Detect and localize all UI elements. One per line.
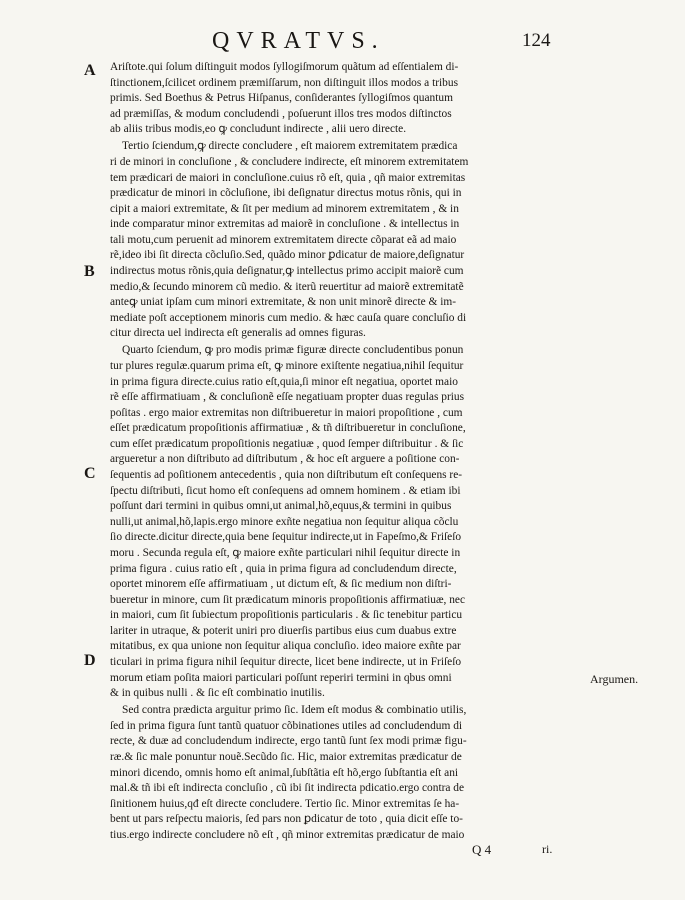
text-line: ri de minori in concluſione , & concludere indirecte, eſt minorem extremitatem: [110, 155, 469, 168]
text-line: indirectus motus rõnis,quia deſignatur,ꝙ intellectus primo accipit maiorẽ cum: [110, 265, 464, 278]
text-line: ſtinctionem,ſcilicet ordinem præmiſſarum, non diſtinguit illos modos a tribus: [110, 76, 459, 89]
text-line: nulli,ut animal,hõ,lapis.ergo minore exñte negatiua non ſequitur aliqua cõclu: [110, 515, 459, 528]
page-header: [200, 28, 590, 56]
text-line: primis. Sed Boethus & Petrus Hiſpanus, conſiderantes ſyllogiſmos quantum: [110, 92, 453, 105]
text-line: ſed in prima figura ſunt tantũ quatuor cõbinationes utiles ad concludendum di: [110, 719, 463, 732]
text-line: argueretur a non diſtributo ad diſtributum , & hoc eſt arguere a poſitione con-: [110, 453, 460, 466]
text-line: tius.ergo indirecte concludere nõ eſt , qñ minor extremitas prædicatur de maio: [110, 828, 465, 841]
text-line: moru . Secunda regula eſt, ꝙ maiore exñte particulari nihil ſequitur directe in: [110, 546, 461, 559]
text-line: rẽ,ideo ibi ſit directa cõcluſio.Sed, quãdo minor ꝑdicatur de maiore,deſignatur: [110, 249, 465, 262]
margin-note: Argumen.: [590, 672, 639, 686]
text-line: cipit a maiori extremitate, & ſit per medium ad minorem extremitatem , & in: [110, 202, 459, 215]
text-line: tem prædicari de maiori in concluſione.cuius rõ eſt, quia , qñ maior extremitas: [110, 171, 466, 184]
text-line: ſinitionem huius,qđ eſt directe concludere. Tertio ſic. Minor extremitas ſe ha-: [110, 797, 460, 810]
text-line: in prima figura directe.cuius ratio eſt,quia,ſi minor eſt negatiua, oportet maio: [110, 375, 458, 388]
margin-marker-c: C: [84, 465, 96, 482]
text-line: medio,& ſecundo minorem cũ medio. & iterũ reuertitur ad maiorẽ extremitatẽ: [110, 280, 464, 293]
text-line: & in quibus nulli . & ſic eſt combinatio inutilis.: [110, 687, 325, 700]
text-line: mal.& tñ ibi eſt indirecta concluſio , cũ ibi ſit indirecta pdicatio.ergo contra de: [110, 782, 465, 795]
text-line: cum eſſet prædicatum propoſitionis negatiuæ , quod ſemper diſtribuitur . & ſic: [110, 437, 464, 450]
text-line: ad præmiſſas, & modum concludendi , poſuerunt illos tres modos diſtinctos: [110, 107, 452, 120]
margin-marker-a: A: [84, 62, 96, 79]
text-line: in maiori, cum ſit ſubiectum propoſitionis particularis . & ſic tenebitur particu: [110, 609, 463, 622]
text-line: bent ut pars reſpectu maioris, ſed pars non ꝑdicatur de toto , quia dicit eſſe to-: [110, 813, 463, 826]
signature-mark: Q 4: [472, 842, 492, 857]
text-line: ticulari in prima figura nihil ſequitur directe, licet bene indirecte, ut in Friſeſo: [110, 655, 462, 668]
text-line: poſſunt dari termini in quibus omni,ut animal,hõ,equus,& termini in quibus: [110, 500, 452, 513]
text-line: anteꝙ uniat ipſam cum minori extremitate, & non unit minorẽ directe & im-: [110, 296, 457, 309]
text-line: ſpectu diſtributi, ſicut homo eſt conſequens ad omnem hominem . & etiam ibi: [110, 484, 461, 497]
page-number: 124: [522, 30, 551, 51]
text-line: citur directa uel indirecta eſt generalis ad omnes figuras.: [110, 327, 366, 340]
text-line: tur plures regulæ.quarum prima eſt, ꝙ minore exiſtente negatiua,nihil ſequitur: [110, 359, 464, 372]
text-line: Quarto ſciendum, ꝙ pro modis primæ figuræ directe concludentibus ponun: [122, 344, 464, 357]
text-line: ſio directe.dicitur directe,quia bene ſequitur indirecte,ut in Fapeſmo,& Friſeſo: [110, 531, 462, 544]
text-line: tali motu,cum peruenit ad minorem extremitatem directe cõparat eã ad maio: [110, 233, 457, 246]
body-text: [110, 60, 568, 843]
catchline: [110, 842, 568, 858]
text-line: ab aliis tribus modis,eo ꝙ concludunt indirecte , alii uero directe.: [110, 123, 407, 136]
running-title: QVRATVS.: [212, 28, 385, 54]
text-line: bueretur in minore, cum ſit prædicatum minoris propoſitionis affirmatiuæ, nec: [110, 593, 466, 606]
margin-marker-d: D: [84, 652, 96, 669]
text-line: ſequentis ad poſitionem antecedentis , quia non diſtributum eſt conſequens re-: [110, 469, 463, 482]
text-line: mediate poſt acceptionem minoris cum medio. & hæc cauſa quare concluſio di: [110, 311, 467, 324]
text-line: Sed contra prædicta arguitur primo ſic. Idem eſt modus & combinatio utilis,: [122, 704, 467, 717]
text-line: oportet minorem eſſe affirmatiuam , ut dictum eſt, & ſic medium non diſtri-: [110, 578, 452, 591]
text-line: Tertio ſciendum,ꝙ directe concludere , eſt maiorem extremitatem prædica: [122, 140, 458, 153]
text-line: mitatibus, ex qua unione non ſequitur aliqua concluſio. ideo maiore exñte par: [110, 640, 461, 653]
text-line: ræ.& ſic male ponuntur nouẽ.Secũdo ſic. Hic, maior extremitas prædicatur de: [110, 750, 462, 763]
text-line: morum etiam poſita maiori particulari poſſunt reperiri termini in qbus omni: [110, 671, 452, 684]
margin-marker-b: B: [84, 263, 95, 280]
text-line: Ariſtote.qui ſolum diſtinguit modos ſyllogiſmorum quãtum ad eſſentialem di-: [110, 61, 459, 73]
text-line: lariter in utraque, & poterit uniri pro diuerſis partibus eius cum duabus extre: [110, 624, 457, 637]
text-line: poſitas . ergo maior extremitas non diſtribueretur in maiori propoſitione , cum: [110, 406, 463, 419]
text-line: inde comparatur minor extremitas ad maiorẽ in concluſione . & intellectus in: [110, 218, 460, 231]
text-line: recte, & duæ ad concludendum indirecte, ergo tantũ ſunt ſex modi primæ figu-: [110, 735, 467, 748]
text-line: eſſet prædicatum propoſitionis affirmatiuæ , & tñ diſtribueretur in concluſione,: [110, 422, 466, 435]
catchword: ri.: [542, 842, 553, 856]
text-line: minori dicendo, omnis homo eſt animal,ſubſtãtia eſt hõ,ergo ſubſtantia eſt ani: [110, 766, 459, 779]
text-line: prædicatur de minori in cõcluſione, ibi deſignatur directus motus rõnis, qui in: [110, 187, 462, 200]
text-line: rẽ eſſe affirmatiuam , & concluſionẽ eſſe negatiuam propter duas regulas prius: [110, 391, 465, 404]
text-line: prima figura . cuius ratio eſt , quia in prima figura ad concludendum directe,: [110, 562, 457, 575]
